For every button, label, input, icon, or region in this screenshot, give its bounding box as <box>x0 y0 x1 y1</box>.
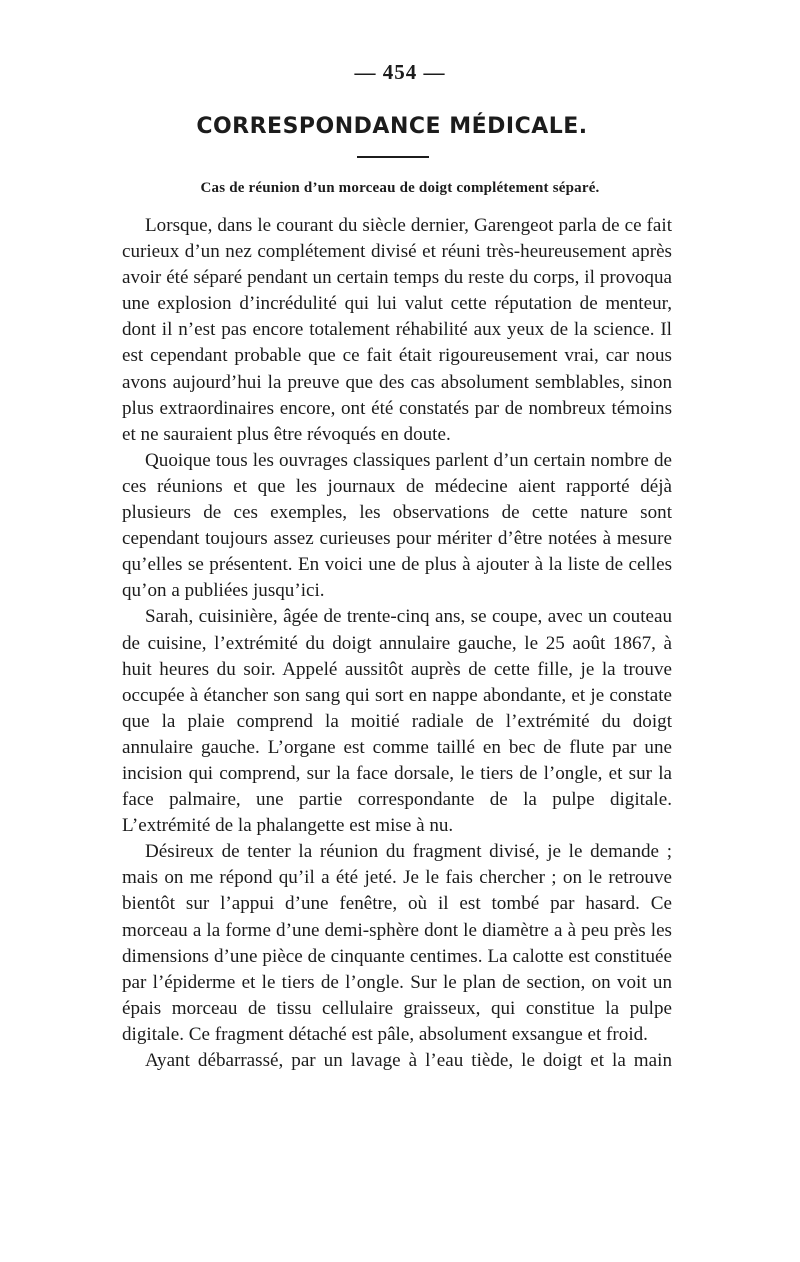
title-divider <box>357 156 429 158</box>
paragraph: Sarah, cuisinière, âgée de trente-cinq ans, se coupe, avec un couteau de cuisine, l’extrémité du doigt annulaire gauche, le 25 août 1867, à huit heures du soir. Appelé aussitôt auprès de cette fille, je la trouve occupée à étancher son sang qui sort en nappe abondante, et je constate que la plaie comprend la moitié radiale de l’extrémité du doigt annulaire gauche. L’organe est comme taillé en bec de flute par une incision qui comprend, sur la face dorsale, le tiers de l’ongle, et sur la face palmaire, une partie correspondante de la pulpe digitale. L’extrémité de la phalangette est mise à nu. <box>122 606 672 837</box>
page-number: — 454 — <box>354 60 446 84</box>
article-subtitle: Cas de réunion d’un morceau de doigt complétement séparé. <box>200 180 600 196</box>
article-body <box>122 213 672 1074</box>
paragraph: Ayant débarrassé, par un lavage à l’eau tiède, le doigt et la main <box>145 1050 672 1071</box>
section-title: CORRESPONDANCE MÉDICALE. <box>196 114 588 139</box>
paragraph: Lorsque, dans le courant du siècle dernier, Garengeot parla de ce fait curieux d’un nez complétement divisé et réuni très-heureusement après avoir été séparé pendant un certain temps du reste du corps, il provoqua une explosion d’incrédulité qui lui valut cette réputation de menteur, dont il n’est pas encore totalement réhabilité aux yeux de la science. Il est cependant probable que ce fait était rigoureusement vrai, car nous avons aujourd’hui la preuve que des cas absolument semblables, sinon plus extraordinaires encore, ont été constatés par de nombreux témoins et ne sauraient plus être révoqués en doute. <box>122 215 672 445</box>
paragraph: Quoique tous les ouvrages classiques parlent d’un certain nombre de ces réunions et que les journaux de médecine aient rapporté déjà plusieurs de ces exemples, les observations de cette nature sont cependant toujours assez curieuses pour mériter d’être notées à mesure qu’elles se présentent. En voici une de plus à ajouter à la liste de celles qu’on a publiées jusqu’ici. <box>122 449 672 602</box>
paragraph: Désireux de tenter la réunion du fragment divisé, je le demande ; mais on me répond qu’il a été jeté. Je le fais chercher ; on le retrouve bientôt sur l’appui d’une fenêtre, où il est tombé par hasard. Ce morceau a la forme d’une demi-sphère dont le diamètre a à peu près les dimensions d’une pièce de cinquante centimes. La calotte est constituée par l’épiderme et le tiers de l’ongle. Sur le plan de section, on voit un épais morceau de tissu cellulaire graisseux, qui constitue la pulpe digitale. Ce fragment détaché est pâle, absolument exsangue et froid. <box>122 841 672 1045</box>
